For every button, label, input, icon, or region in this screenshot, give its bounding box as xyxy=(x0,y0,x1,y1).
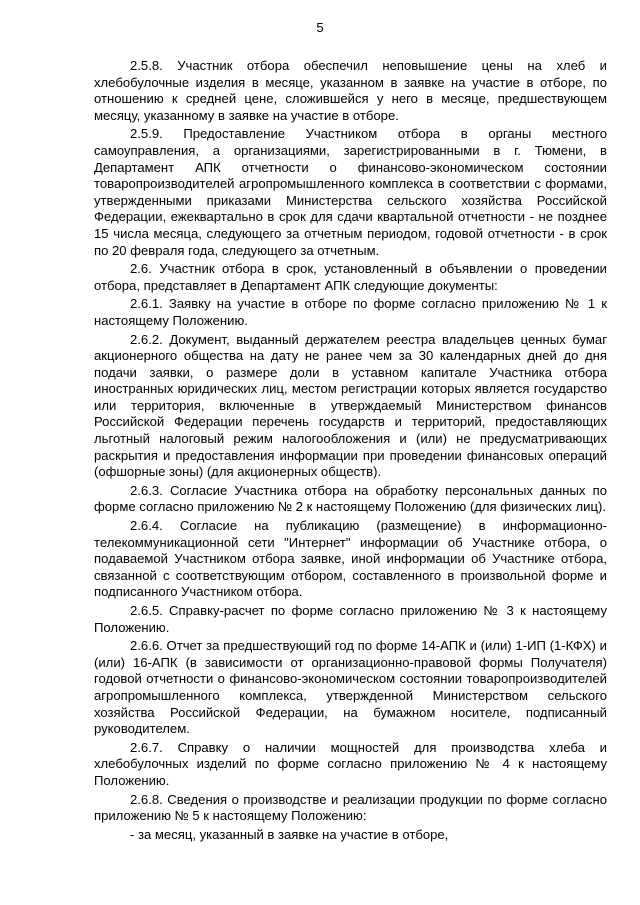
document-body xyxy=(94,58,607,845)
paragraph-2-6-7: 2.6.7. Справку о наличии мощностей для производства хлеба и хлебобулочных изделий по форме согласно приложению № 4 к настоящему Положению. xyxy=(94,739,607,788)
paragraph-2-6-5: 2.6.5. Справку-расчет по форме согласно приложению № 3 к настоящему Положению. xyxy=(94,603,607,635)
paragraph-2-5-9: 2.5.9. Предоставление Участником отбора в органы местного самоуправления, а организациями, зарегистрированными в г. Тюмени, в Департамент АПК отчетности о финансово-экономическом состоянии товаропроизводителей агропромышленного комплекса в соответствии с формами, утвержденными приказами Министерства сельского хозяйства Российской Федерации, ежеквартально в срок для сдачи квартальной отчетности - не позднее 15 числа месяца, следующего за отчетным периодом, годовой отчетности - в срок по 20 февраля года, следующего за отчетным. xyxy=(94,126,607,258)
paragraph-2-6-6: 2.6.6. Отчет за предшествующий год по форме 14-АПК и (или) 1-ИП (1-КФХ) и (или) 16-АПК (в зависимости от организационно-правовой формы Получателя) годовой отчетности о финансово-экономическом состоянии товаропроизводителей агропромышленного комплекса, утвержденной Министерством сельского хозяйства Российской Федерации, на бумажном носителе, подписанный руководителем. xyxy=(94,638,607,737)
paragraph-2-6: 2.6. Участник отбора в срок, установленный в объявлении о проведении отбора, представляет в Департамент АПК следующие документы: xyxy=(94,261,607,293)
paragraph-2-6-4: 2.6.4. Согласие на публикацию (размещение) в информационно-телекоммуникационной сети "Интернет" информации об Участнике отбора, о подаваемой Участником отбора заявке, иной информации об Участнике отбора, связанной с соответствующим отбором, составленного в произвольной форме и подписанного Участником отбора. xyxy=(94,518,607,600)
paragraph-2-6-2: 2.6.2. Документ, выданный держателем реестра владельцев ценных бумаг акционерного общества на дату не ранее чем за 30 календарных дней до дня подачи заявки, о размере доли в уставном капитале Участника отбора иностранных юридических лиц, местом регистрации которых является государство или территория, включенные в утверждаемый Министерством финансов Российской Федерации перечень государств и территорий, предоставляющих льготный налоговый режим налогообложения и (или) не предусматривающих раскрытия и предоставления информации при проведении финансовых операций (офшорные зоны) (для акционерных обществ). xyxy=(94,331,607,480)
page-number: 5 xyxy=(316,20,324,35)
paragraph-2-6-8: 2.6.8. Сведения о производстве и реализации продукции по форме согласно приложению № 5 к настоящему Положению: xyxy=(94,791,607,824)
paragraph-2-6-1: 2.6.1. Заявку на участие в отборе по форме согласно приложению № 1 к настоящему Положению. xyxy=(94,296,607,328)
list-item-month: - за месяц, указанный в заявке на участие в отборе, xyxy=(130,826,449,842)
paragraph-2-5-8: 2.5.8. Участник отбора обеспечил неповышение цены на хлеб и хлебобулочные изделия в месяце, указанном в заявке на участие в отборе, по отношению к средней цене, сложившейся у него в месяце, предшествующем месяцу, указанному в заявке на участие в отборе. xyxy=(94,58,607,123)
paragraph-2-6-3: 2.6.3. Согласие Участника отбора на обработку персональных данных по форме согласно приложению № 2 к настоящему Положению (для физических лиц). xyxy=(94,482,607,515)
